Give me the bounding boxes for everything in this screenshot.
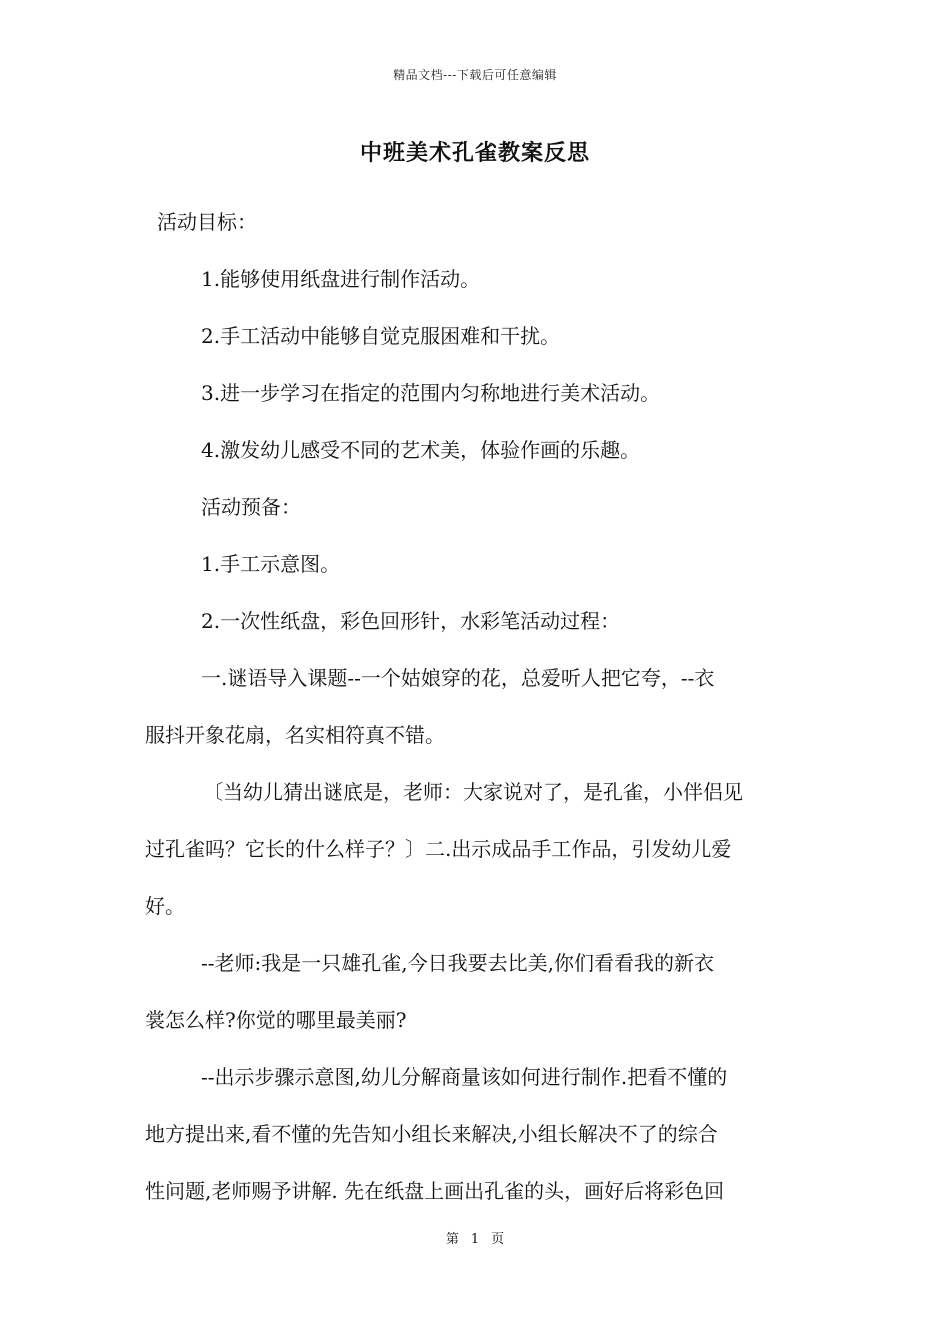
- body-line: 2.手工活动中能够自觉克服困难和干扰。: [201, 324, 561, 348]
- footer-suffix: 页: [491, 1232, 505, 1247]
- body-line: 活动目标：: [157, 210, 257, 234]
- header-note: 精品文档---下载后可任意编辑: [393, 68, 557, 82]
- body-line: 地方提出来,看不懂的先告知小组长来解决,小组长解决不了的综合: [145, 1122, 718, 1146]
- footer-prefix: 第: [445, 1232, 459, 1247]
- page-footer: [0, 1228, 950, 1247]
- body-line: 好。: [145, 894, 185, 918]
- body-line: 2.一次性纸盘，彩色回形针，水彩笔活动过程：: [201, 609, 621, 633]
- page-number: 1: [470, 1232, 480, 1247]
- body-line: 1.手工示意图。: [201, 552, 341, 576]
- body-line: 性问题,老师赐予讲解. 先在纸盘上画出孔雀的头，画好后将彩色回: [145, 1179, 725, 1203]
- body-line: 过孔雀吗？它长的什么样子？〕二.出示成品手工作品，引发幼儿爱: [145, 837, 732, 861]
- body-line: 活动预备：: [201, 495, 301, 519]
- body-line: --出示步骤示意图,幼儿分解商量该如何进行制作.把看不懂的: [201, 1065, 728, 1089]
- body-line: 〔当幼儿猜出谜底是，老师：大家说对了，是孔雀，小伴侣见: [203, 780, 743, 804]
- document-title: 中班美术孔雀教案反思: [359, 140, 590, 166]
- body-line: 服抖开象花扇，名实相符真不错。: [145, 723, 445, 747]
- body-line: 3.进一步学习在指定的范围内匀称地进行美术活动。: [201, 381, 661, 405]
- body-line: 4.激发幼儿感受不同的艺术美，体验作画的乐趣。: [201, 438, 641, 462]
- body-line: --老师:我是一只雄孔雀,今日我要去比美,你们看看我的新衣: [201, 951, 714, 975]
- body-line: 裳怎么样?你觉的哪里最美丽?: [145, 1008, 407, 1032]
- body-line: 一.谜语导入课题--一个姑娘穿的花，总爱听人把它夸，--衣: [201, 666, 715, 690]
- body-line: 1.能够使用纸盘进行制作活动。: [201, 267, 481, 291]
